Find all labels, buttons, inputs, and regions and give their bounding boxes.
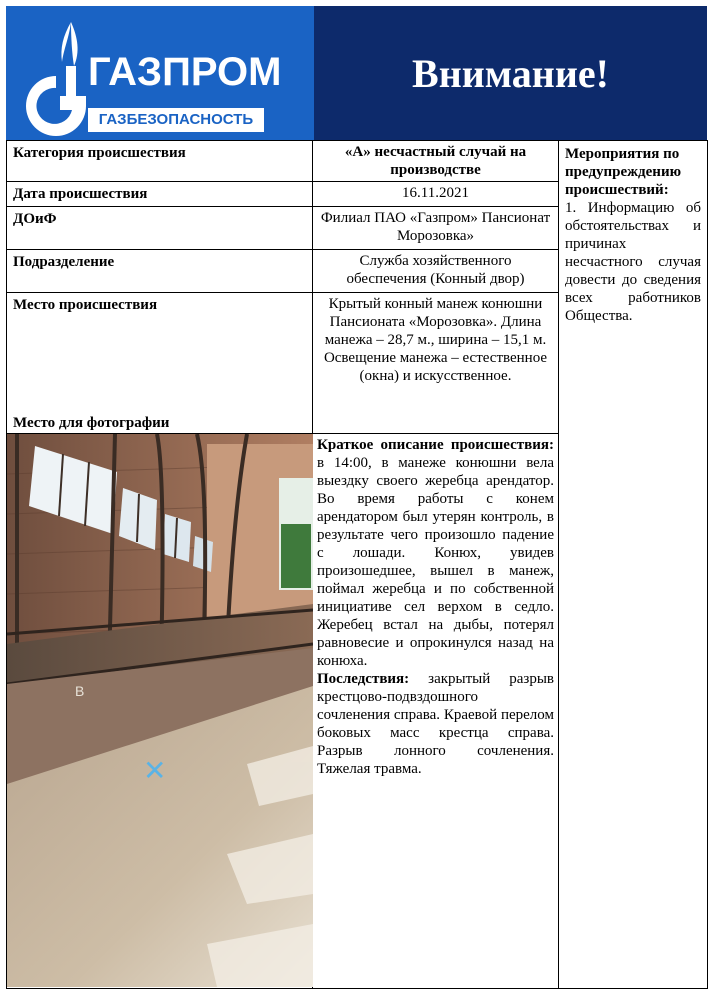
logo-wordmark: ГАЗПРОМ bbox=[88, 50, 282, 94]
category-label: Категория происшествия bbox=[7, 141, 313, 182]
division-label: Подразделение bbox=[7, 250, 313, 293]
consequences-text: закрытый разрыв крестцово-подвздошного сочленения справа. Краевой перелом боковых масс крестца справа. Разрыв лонного сочленения. Тяжелая травма. bbox=[317, 671, 554, 777]
brief-text: в 14:00, в манеже конюшни вела выездку своего жеребца арендатор. Во время работы с конем арендатором был утерян контроль, в результате чего произошло падение с лошади. Конюх, увидев произошедшее, вышел в манеж, поймал жеребца и по собственной инициативе сел верхом в седло. Жеребец встал на дыбы, потерял равновесие и опрокинулся назад на конюха. bbox=[317, 455, 554, 669]
description-cell bbox=[313, 434, 559, 989]
date-value: 16.11.2021 bbox=[313, 182, 559, 207]
logo-panel bbox=[6, 6, 314, 140]
logo-subtitle: ГАЗБЕЗОПАСНОСТЬ bbox=[88, 108, 264, 132]
place-value: Крытый конный манеж конюшни Пансионата «Морозовка». Длина манежа – 28,7 м., ширина – 15,1 м. Освещение манежа – естественное (окна) и искусственное. bbox=[313, 293, 559, 434]
measures-title: Мероприятия по предупреждению происшествий: bbox=[565, 146, 682, 198]
attention-banner bbox=[314, 6, 707, 140]
category-value: «А» несчастный случай на производстве bbox=[313, 141, 559, 182]
incident-table bbox=[6, 140, 708, 989]
arena-letter-mark: B bbox=[75, 683, 85, 699]
measures-cell bbox=[559, 141, 708, 989]
gazprom-flame-icon bbox=[16, 18, 92, 136]
place-label: Место происшествия bbox=[13, 297, 158, 313]
place-label-cell bbox=[7, 293, 313, 434]
incident-location-cross: ✕ bbox=[143, 754, 167, 787]
donf-label: ДОиФ bbox=[7, 207, 313, 250]
date-label: Дата происшествия bbox=[7, 182, 313, 207]
donf-value: Филиал ПАО «Газпром» Пансионат Морозовка» bbox=[313, 207, 559, 250]
measures-text: 1. Информацию об обстоятельствах и причинах несчастного случая довести до сведения всех работников Общества. bbox=[565, 200, 701, 324]
brief-label: Краткое описание происшествия: bbox=[317, 437, 554, 453]
division-value: Служба хозяйственного обеспечения (Конный двор) bbox=[313, 250, 559, 293]
photo-cell bbox=[7, 434, 313, 989]
attention-title: Внимание! bbox=[412, 50, 609, 96]
arena-photo bbox=[7, 434, 313, 987]
photo-label: Место для фотографии bbox=[13, 415, 170, 431]
consequences-label: Последствия: bbox=[317, 671, 410, 687]
